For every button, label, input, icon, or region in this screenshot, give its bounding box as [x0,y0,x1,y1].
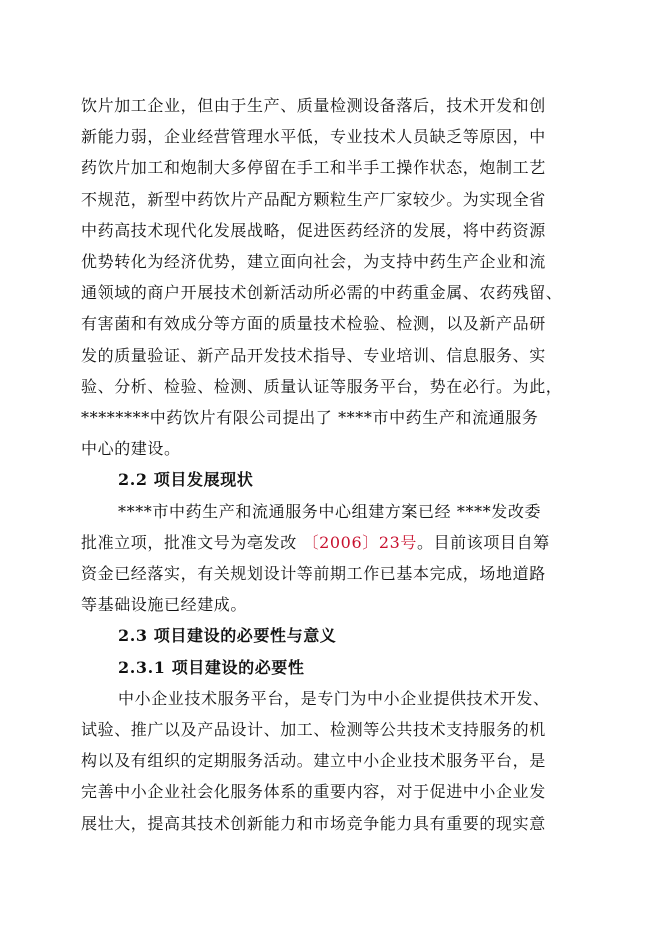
body-text-line: 中药高技术现代化发展战略，促进医药经济的发展，将中药资源 [81,221,546,240]
body-text-line: 资金已经落实，有关规划设计等前期工作已基本完成，场地道路 [81,564,546,583]
body-text-line: 构以及有组织的定期服务活动。建立中小企业技术服务平台，是 [81,751,546,770]
body-text-line: 药饮片加工和炮制大多停留在手工和半手工操作状态，炮制工艺 [81,158,546,177]
body-text-segment: 。目前该项目自筹 [416,533,550,552]
body-text-line: 验、分析、检验、检测、质量认证等服务平台，势在必行。为此， [81,377,563,396]
section-heading: 2.2 项目发展现状 [118,470,254,489]
body-text-segment: 批准立项，批准文号为亳发改 [81,533,303,552]
body-text-line: 饮片加工企业，但由于生产、质量检测设备落后，技术开发和创 [81,96,546,115]
body-text-line: ********中药饮片有限公司提出了 ****市中药生产和流通服务 [81,408,539,427]
body-text-line: 发的质量验证、新产品开发技术指导、专业培训、信息服务、实 [81,346,546,365]
body-text-line: 展壮大，提高其技术创新能力和市场竞争能力具有重要的现实意 [81,814,546,833]
subsection-heading: 2.3.1 项目建设的必要性 [118,658,305,677]
body-text-line [81,533,550,553]
body-text-line: 优势转化为经济优势，建立面向社会，为支持中药生产企业和流 [81,252,546,271]
body-text-line: 新能力弱，企业经营管理水平低，专业技术人员缺乏等原因，中 [81,127,546,146]
body-text-line: 试验、推广以及产品设计、加工、检测等公共技术支持服务的机 [81,720,546,739]
body-text-line: 等基础设施已经建成。 [81,595,248,614]
section-heading: 2.3 项目建设的必要性与意义 [118,626,337,645]
body-text-line: 中小企业技术服务平台，是专门为中小企业提供技术开发、 [118,689,550,708]
body-text-line: 中心的建设。 [81,439,181,458]
body-text-line: ****市中药生产和流通服务中心组建方案已经 ****发改委 [118,502,542,521]
body-text-line: 通领域的商户开展技术创新活动所必需的中药重金属、农药残留、 [81,283,563,302]
approval-number: 〔2006〕23号 [302,533,417,552]
body-text-line: 有害菌和有效成分等方面的质量技术检验、检测，以及新产品研 [81,314,546,333]
body-text-line: 不规范，新型中药饮片产品配方颗粒生产厂家较少。为实现全省 [81,190,546,209]
body-text-line: 完善中小企业社会化服务体系的重要内容，对于促进中小企业发 [81,782,546,801]
